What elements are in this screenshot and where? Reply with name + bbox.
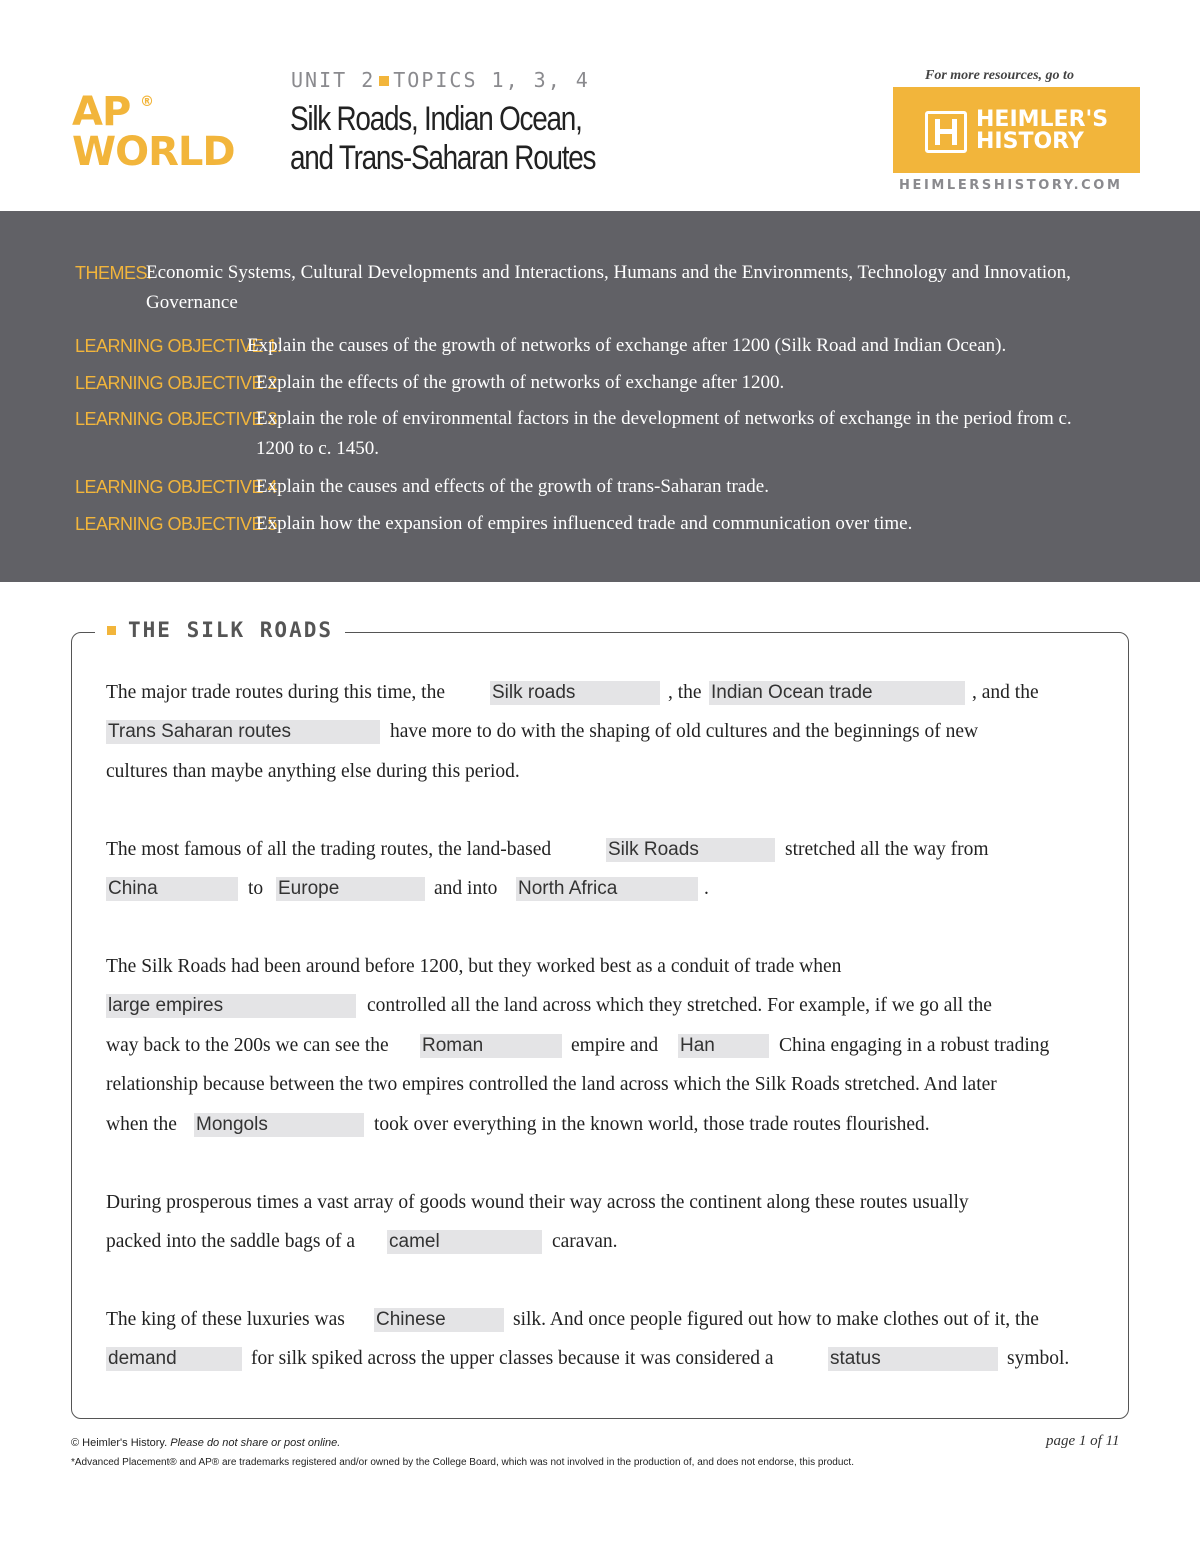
blank-silk-roads[interactable]: Silk roads — [490, 681, 660, 705]
p3-text-2: controlled all the land across which they stretched. For example, if we go all the — [367, 995, 992, 1016]
brand-line2: HISTORY — [976, 129, 1084, 154]
blank-europe[interactable]: Europe — [276, 877, 425, 901]
p5-text-4: symbol. — [1007, 1348, 1070, 1369]
p3-text-3: way back to the 200s we can see the — [106, 1035, 389, 1056]
topics-label: TOPICS 1, 3, 4 — [393, 68, 590, 92]
p1-text-1: The major trade routes during this time, the — [106, 682, 445, 703]
heading-square-icon — [107, 626, 116, 635]
blank-chinese[interactable]: Chinese — [374, 1308, 504, 1332]
lo5-label: LEARNING OBJECTIVE 5: — [75, 514, 282, 534]
brand-name — [976, 109, 1108, 153]
page-number: page 1 of 11 — [1046, 1433, 1120, 1449]
blank-mongols[interactable]: Mongols — [194, 1113, 364, 1137]
p2-text-1: The most famous of all the trading routes, the land-based — [106, 839, 552, 860]
blank-demand[interactable]: demand — [106, 1347, 242, 1371]
p1-text-4: have more to do with the shaping of old cultures and the beginnings of new — [390, 721, 979, 742]
themes-label: THEMES: — [75, 263, 152, 283]
footer-copyright — [71, 1437, 340, 1449]
themes-text: Economic Systems, Cultural Developments and Interactions, Humans and the Environments, Technology and Innovation, Governance — [146, 262, 1071, 313]
blank-trans-saharan-routes[interactable]: Trans Saharan routes — [106, 720, 380, 744]
p3-text-4: empire and — [571, 1035, 659, 1056]
logo-ap: AP — [72, 89, 131, 135]
blank-large-empires[interactable]: large empires — [106, 994, 356, 1018]
p5-text-1: The king of these luxuries was — [106, 1309, 345, 1330]
footer-trademark: *Advanced Placement® and AP® are trademarks registered and/or owned by the College Board, which was not involved in the production of, and does not endorse, this product. — [71, 1457, 854, 1468]
p2-text-2: stretched all the way from — [785, 839, 989, 860]
lo1-text: Explain the causes of the growth of networks of exchange after 1200 (Silk Road and Indian Ocean). — [247, 335, 1007, 356]
p3-text-6: relationship because between the two empires controlled the land across which the Silk Roads stretched. And later — [106, 1074, 997, 1095]
heimlers-history-h-icon — [925, 111, 967, 153]
p1-text-3: , and the — [972, 682, 1039, 703]
p5-text-3: for silk spiked across the upper classes because it was considered a — [251, 1348, 774, 1369]
p2-text-5: . — [704, 878, 709, 899]
resources-text: For more resources, go to — [925, 68, 1074, 83]
section-title: THE SILK ROADS — [128, 618, 334, 642]
p1-text-2: , the — [668, 682, 702, 703]
copyright-text: © Heimler's History. — [71, 1437, 168, 1449]
p3-text-1: The Silk Roads had been around before 1200, but they worked best as a conduit of trade when — [106, 956, 842, 977]
lo3-text: Explain the role of environmental factors in the development of networks of exchange in the period from c. 1200 to c. 1450. — [256, 408, 1072, 459]
blank-han[interactable]: Han — [678, 1034, 769, 1058]
blank-silk-roads-2[interactable]: Silk Roads — [606, 838, 775, 862]
lo5-text: Explain how the expansion of empires influenced trade and communication over time. — [256, 513, 913, 534]
blank-roman[interactable]: Roman — [420, 1034, 562, 1058]
brand-line1: HEIMLER'S — [976, 107, 1109, 132]
share-notice: Please do not share or post online. — [170, 1437, 341, 1449]
lo2-text: Explain the effects of the growth of networks of exchange after 1200. — [256, 372, 785, 393]
p5-text-2: silk. And once people figured out how to make clothes out of it, the — [513, 1309, 1039, 1330]
blank-china[interactable]: China — [106, 877, 238, 901]
p3-text-7: when the — [106, 1114, 177, 1135]
section-heading — [95, 618, 345, 642]
blank-camel[interactable]: camel — [387, 1230, 542, 1254]
blank-indian-ocean-trade[interactable]: Indian Ocean trade — [709, 681, 965, 705]
page-title-line2: and Trans-Saharan Routes — [290, 139, 596, 177]
ap-world-logo — [72, 89, 272, 182]
p4-text-3: caravan. — [552, 1231, 618, 1252]
unit-topics — [291, 68, 590, 92]
p1-text-5: cultures than maybe anything else during this period. — [106, 761, 520, 782]
p3-text-5: China engaging in a robust trading — [779, 1035, 1050, 1056]
logo-world: WORLD — [72, 129, 235, 175]
separator-square — [379, 76, 389, 86]
lo4-label: LEARNING OBJECTIVE 4: — [75, 477, 282, 497]
brand-url-link[interactable]: HEIMLERSHISTORY.COM — [899, 178, 1123, 193]
lo2-label: LEARNING OBJECTIVE 2: — [75, 373, 282, 393]
silk-roads-section — [71, 632, 1129, 1419]
p4-text-1: During prosperous times a vast array of goods wound their way across the continent along these routes usually — [106, 1192, 969, 1213]
p4-text-2: packed into the saddle bags of a — [106, 1231, 356, 1252]
blank-north-africa[interactable]: North Africa — [516, 877, 698, 901]
lo4-text: Explain the causes and effects of the growth of trans-Saharan trade. — [256, 476, 769, 497]
logo-reg: ® — [140, 94, 154, 110]
page-title-line1: Silk Roads, Indian Ocean, — [290, 100, 582, 138]
unit-label: UNIT 2 — [291, 68, 376, 92]
blank-status[interactable]: status — [828, 1347, 998, 1371]
p3-text-8: took over everything in the known world, those trade routes flourished. — [374, 1114, 930, 1135]
p2-text-3: to — [248, 878, 264, 899]
lo1-label: LEARNING OBJECTIVE 1: — [75, 336, 282, 356]
lo3-label: LEARNING OBJECTIVE 3: — [75, 409, 282, 429]
p2-text-4: and into — [434, 878, 498, 899]
